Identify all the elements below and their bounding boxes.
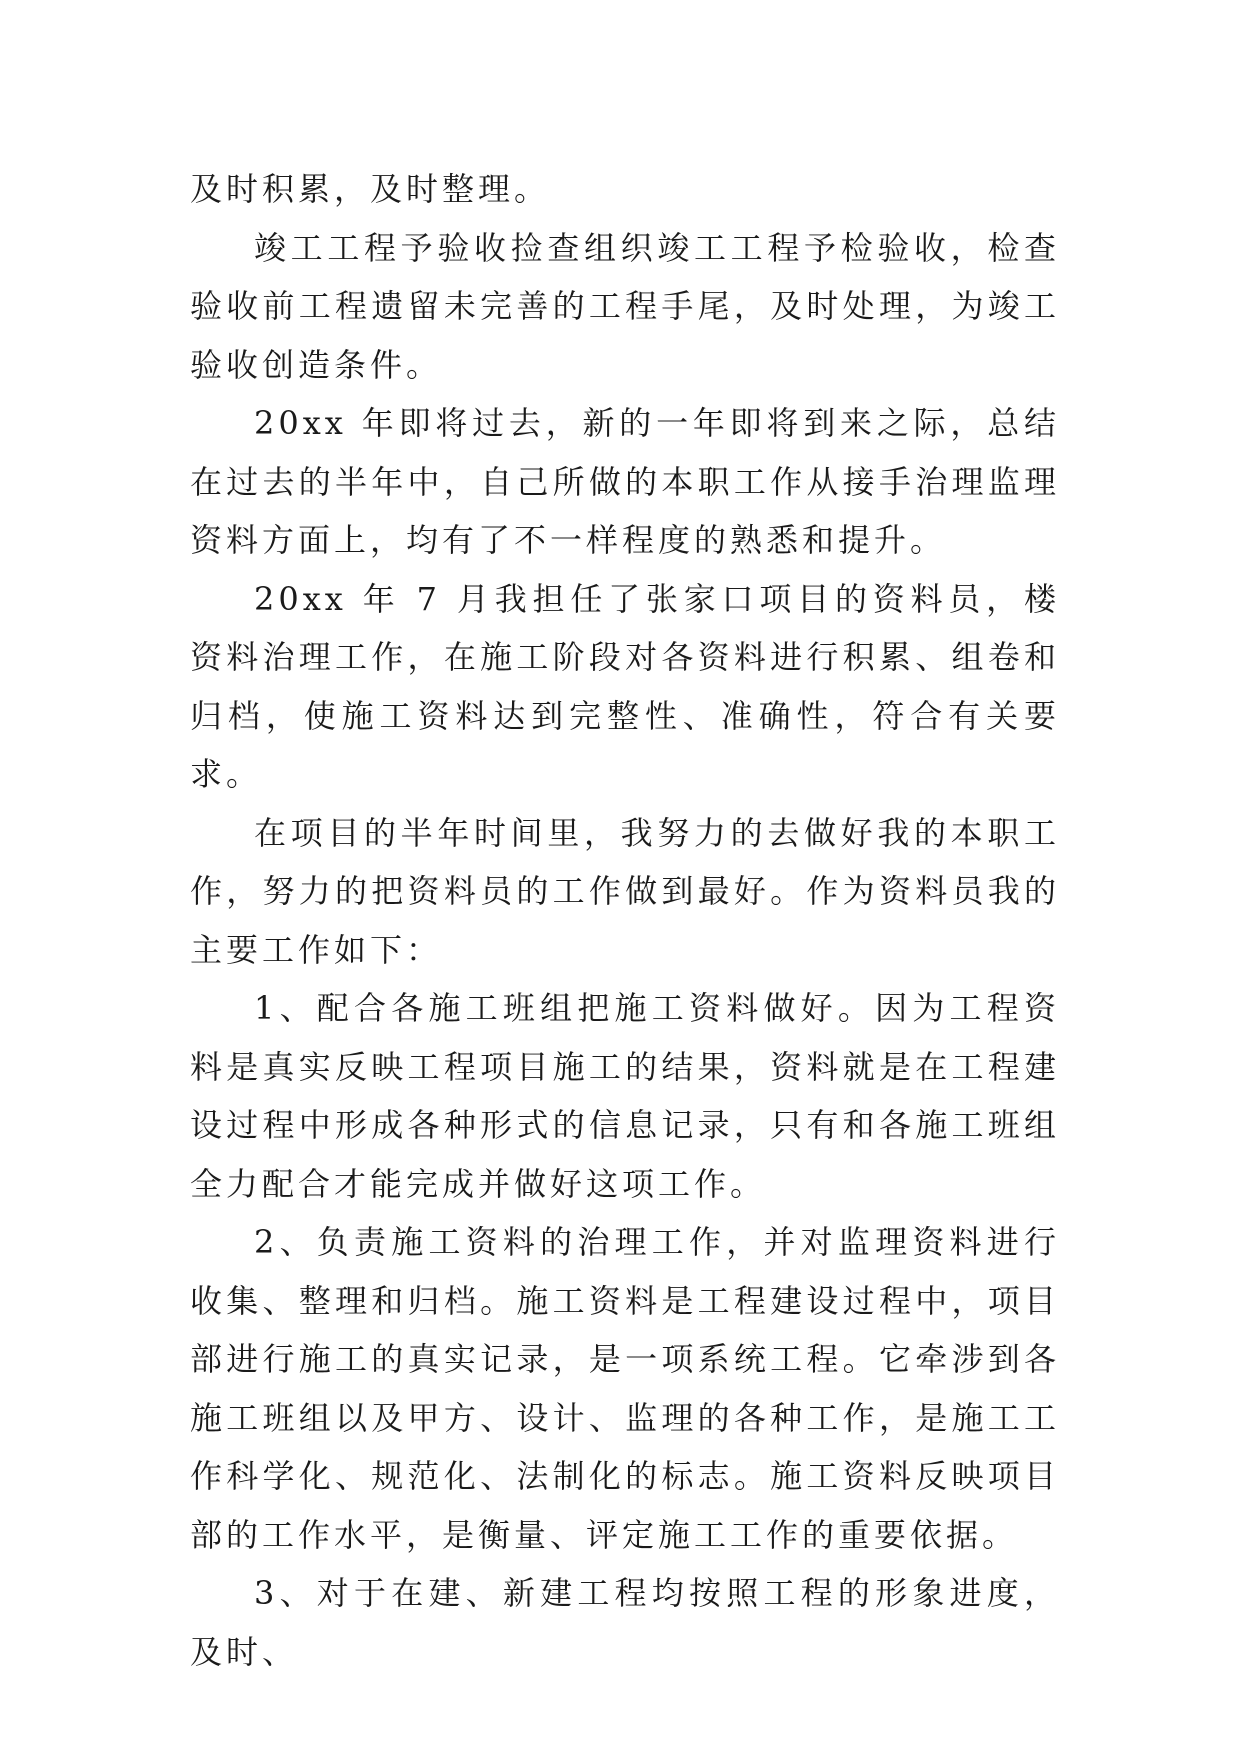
paragraph-year-summary: 20xx 年即将过去，新的一年即将到来之际，总结在过去的半年中，自己所做的本职工作从接手治理监理资料方面上，均有了不一样程度的熟悉和提升。: [190, 404, 1060, 559]
paragraph-item-1: 1、配合各施工班组把施工资料做好。因为工程资料是真实反映工程项目施工的结果，资料就是在工程建设过程中形成各种形式的信息记录，只有和各施工班组全力配合才能完成并做好这项工作。: [190, 989, 1060, 1203]
paragraph-continuation: 及时积累，及时整理。: [190, 170, 551, 208]
document-body: [190, 160, 1060, 1681]
paragraph-item-3: 3、对于在建、新建工程均按照工程的形象进度，及时、: [190, 1574, 1060, 1671]
paragraph-project-role: 20xx 年 7 月我担任了张家口项目的资料员，楼资料治理工作，在施工阶段对各资料进行积累、组卷和归档，使施工资料达到完整性、准确性，符合有关要求。: [190, 579, 1060, 793]
paragraph-half-year: 在项目的半年时间里，我努力的去做好我的本职工作，努力的把资料员的工作做到最好。作为资料员我的主要工作如下：: [190, 813, 1060, 969]
paragraph-item-2: 2、负责施工资料的治理工作，并对监理资料进行收集、整理和归档。施工资料是工程建设过程中，项目部进行施工的真实记录，是一项系统工程。它牵涉到各施工班组以及甲方、设计、监理的各种工作，是施工工作科学化、规范化、法制化的标志。施工资料反映项目部的工作水平，是衡量、评定施工工作的重要依据。: [190, 1223, 1060, 1554]
paragraph-completion-inspection: 竣工工程予验收捡查组织竣工工程予检验收，检查验收前工程遗留未完善的工程手尾，及时处理，为竣工验收创造条件。: [190, 228, 1060, 384]
